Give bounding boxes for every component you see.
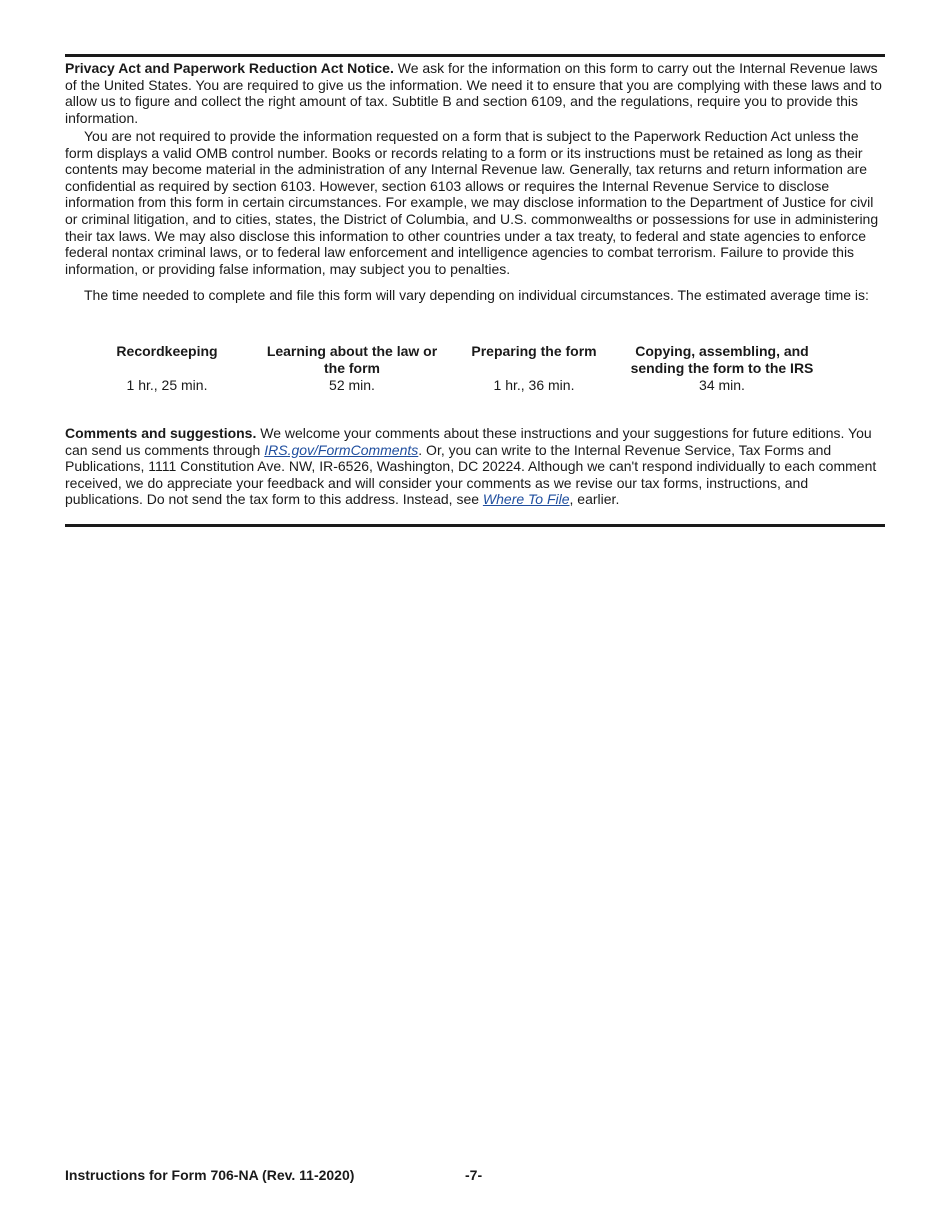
comments-and-suggestions [65,425,885,508]
footer-page-number: -7- [465,1167,483,1183]
burden-column-header: Learning about the law or the form [266,343,438,376]
form-comments-link[interactable]: IRS.gov/FormComments [264,441,419,458]
paperwork-reduction-paragraph: You are not required to provide the information requested on a form that is subject to the Paperwork Reduction Act unless the form displays a valid OMB control number. Books or records relating to a form or its instructions must be retained as long as their contents may become material in the administration of any Internal Revenue law. Generally, tax returns and return information are confidential as required by section 6103. However, section 6103 allows or requires the Internal Revenue Service to disclose information from this form in certain circumstances. For example, we may disclose information to the Department of Justice for civil or criminal litigation, and to cities, states, the District of Columbia, and U.S. commonwealths or possessions for use in administering their tax laws. We may also disclose this information to other countries under a tax treaty, to federal and state agencies to enforce federal nontax criminal laws, or to federal law enforcement and intelligence agencies to combat terrorism. Failure to provide this information, or providing false information, may subject you to penalties. [65,128,879,277]
comments-text-2: . Or, you can write to the Internal Revenue Service, Tax Forms and Publications, 1111 Constitution Ave. NW, IR-6526, Washington, DC 20224. Although we can't respond individually to each comment received, we do appreciate your feedback and will consider your comments as we revise our tax forms, instructions, and publications. Do not send the tax form to this address. Instead, see [65,441,877,508]
comments-text-1: We welcome your comments about these instructions and your suggestions for future editions. You can send us comments through [65,425,872,458]
burden-column-header: Copying, assembling, and sending the form to the IRS [630,343,814,376]
comments-heading: Comments and suggestions. [65,425,257,441]
burden-column-value: 1 hr., 36 min. [493,377,575,393]
burden-column-value: 52 min. [329,377,375,393]
privacy-act-heading: Privacy Act and Paperwork Reduction Act Notice. [65,60,394,76]
burden-column-header: Preparing the form [471,343,597,359]
burden-column-recordkeeping [87,343,247,394]
bottom-rule [65,524,885,527]
burden-column-copying [622,343,822,394]
burden-column-value: 34 min. [699,377,745,393]
comments-text-3: , earlier. [569,491,620,508]
burden-column-learning [257,343,447,394]
burden-column-preparing [454,343,614,394]
privacy-act-text: We ask for the information on this form to carry out the Internal Revenue laws of the United States. You are required to give us the information. We need it to ensure that you are complying with these laws and to allow us to figure and collect the right amount of tax. Subtitle B and section 6109, and the regulations, require you to provide this information. [65,60,882,126]
privacy-act-notice [65,60,885,126]
where-to-file-link[interactable]: Where To File [482,491,570,508]
burden-column-header: Recordkeeping [116,343,218,359]
top-rule [65,54,885,57]
footer-form-id: Instructions for Form 706-NA (Rev. 11-2020) [65,1167,355,1183]
time-needed-paragraph: The time needed to complete and file this form will vary depending on individual circumstances. The estimated average time is: [84,287,869,303]
burden-column-value: 1 hr., 25 min. [126,377,208,393]
